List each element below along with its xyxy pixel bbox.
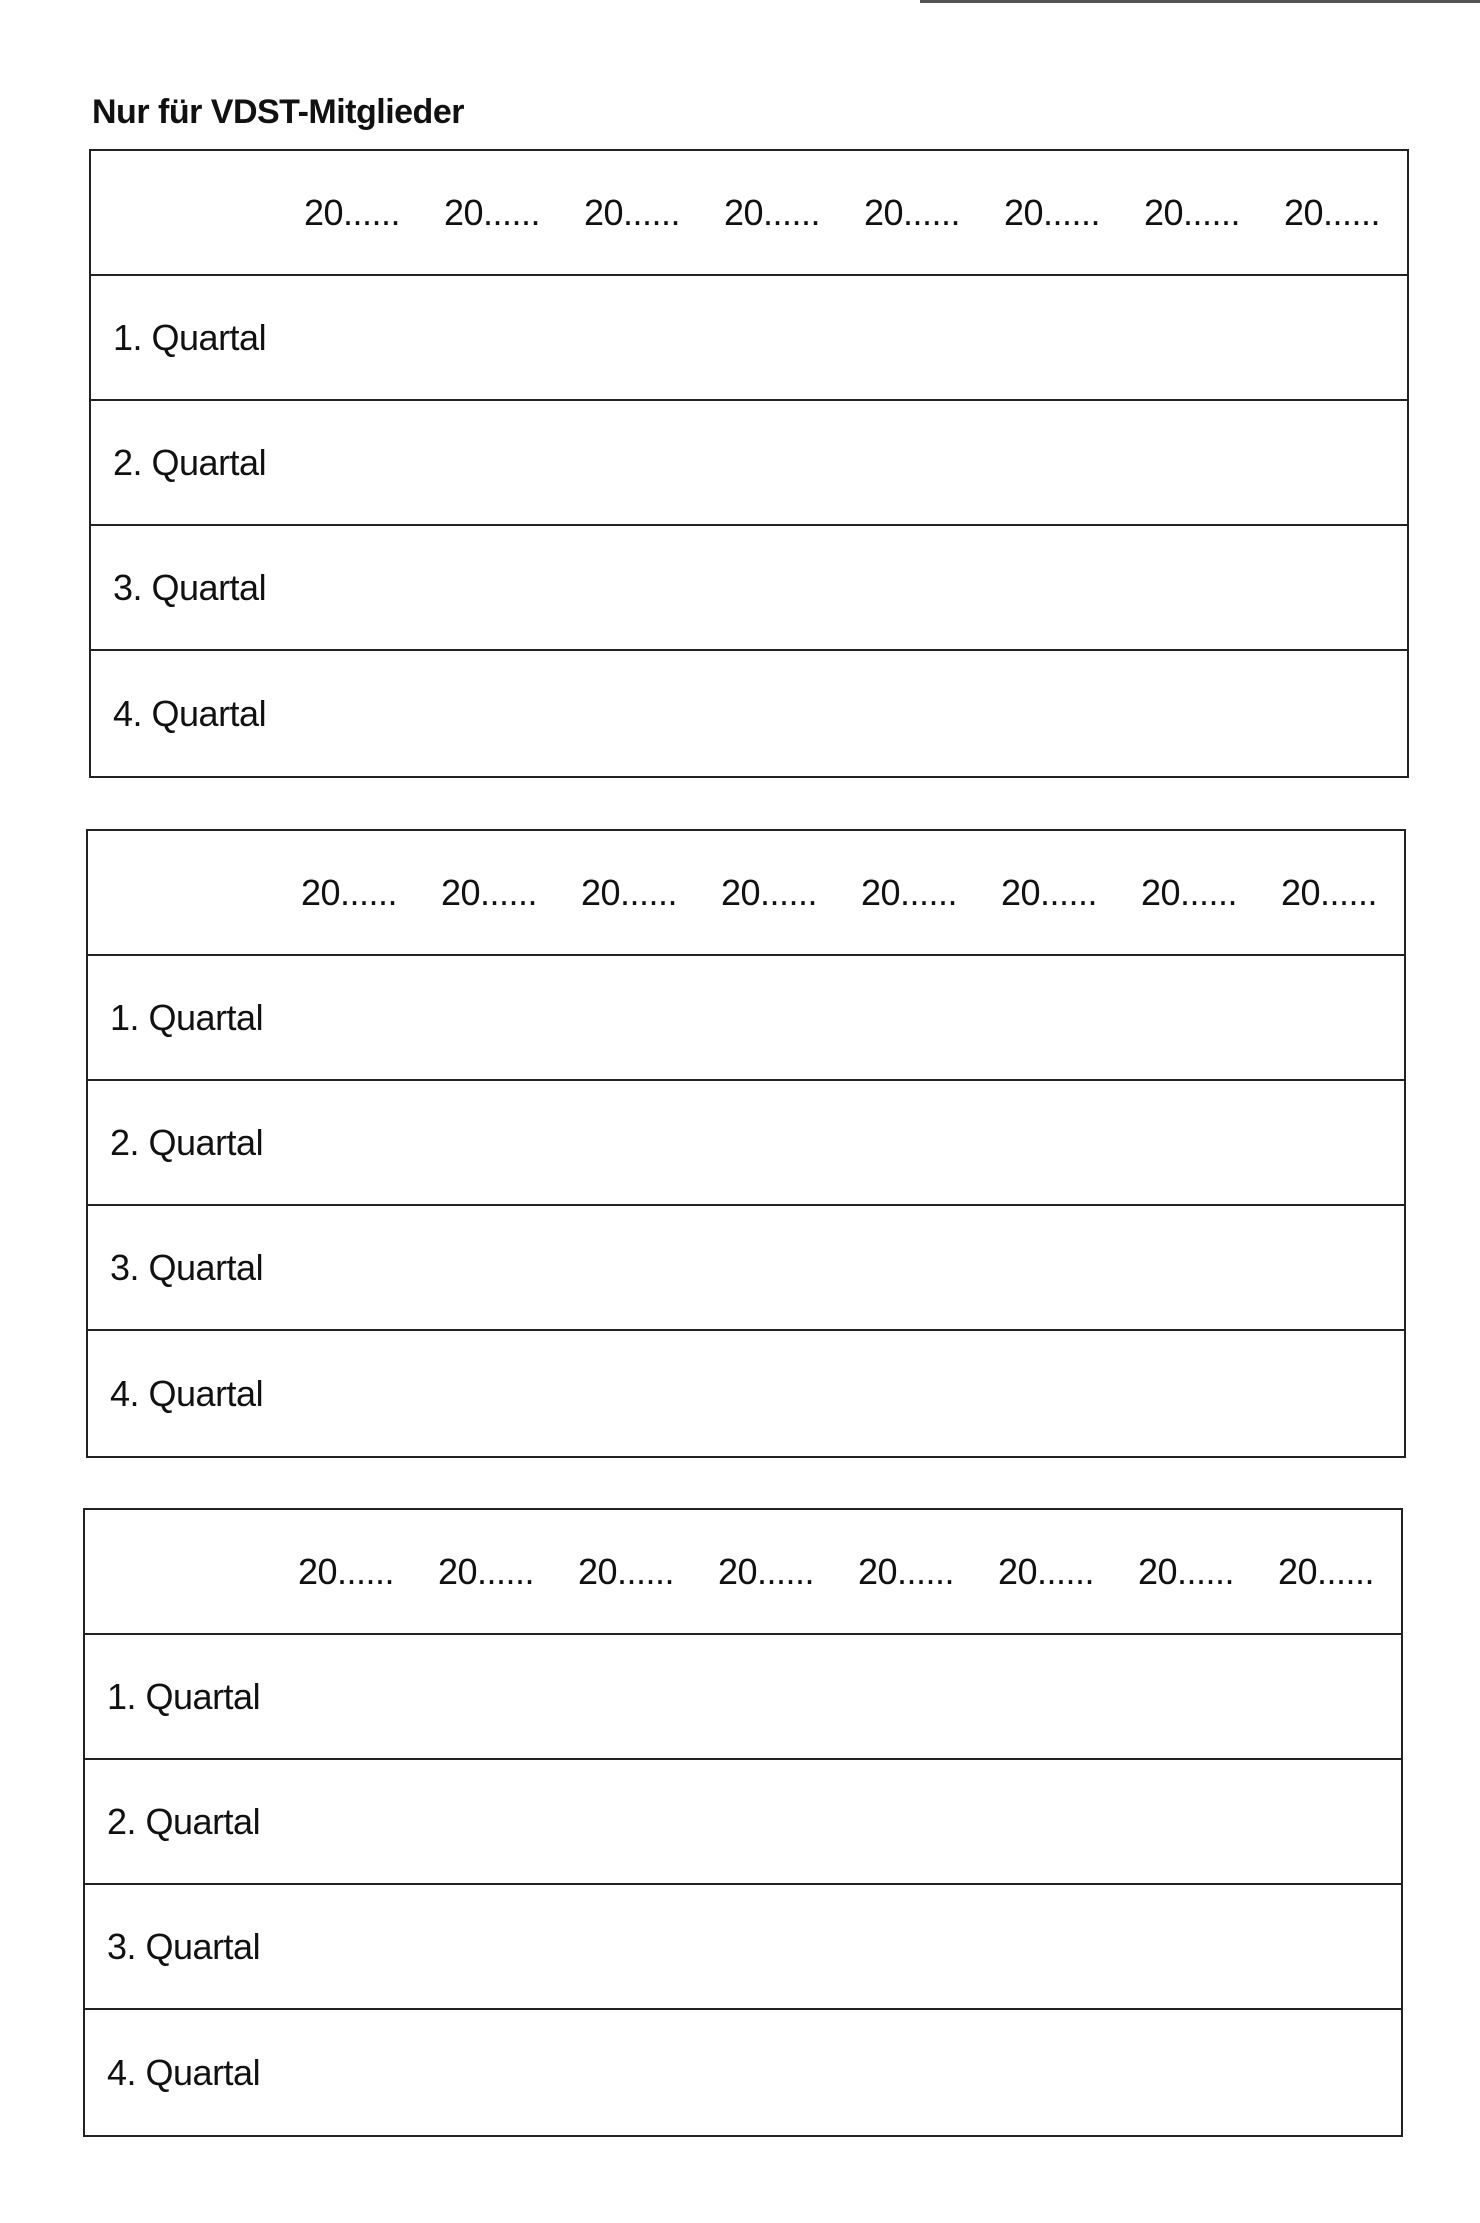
- year-field[interactable]: 20......: [721, 871, 818, 913]
- year-field[interactable]: 20......: [1141, 871, 1238, 913]
- year-field[interactable]: 20......: [1284, 192, 1381, 233]
- year-field[interactable]: 20......: [861, 871, 958, 913]
- year-field[interactable]: 20......: [444, 191, 541, 233]
- page-heading: Nur für VDST-Mitglieder: [92, 93, 464, 131]
- quarter-label: 2. Quartal: [107, 1800, 261, 1842]
- year-field[interactable]: 20......: [724, 191, 821, 233]
- year-field[interactable]: 20......: [304, 191, 401, 233]
- year-field[interactable]: 20......: [858, 1550, 955, 1592]
- quarter-grid: [86, 829, 1406, 1458]
- year-field[interactable]: 20......: [718, 1550, 815, 1592]
- quarter-label: 2. Quartal: [113, 441, 267, 483]
- year-field[interactable]: 20......: [1138, 1550, 1235, 1592]
- quarter-row[interactable]: [85, 2010, 1401, 2135]
- quarter-label: 2. Quartal: [110, 1121, 264, 1163]
- year-field[interactable]: 20......: [1001, 871, 1098, 913]
- year-field[interactable]: 20......: [1004, 191, 1101, 233]
- year-field[interactable]: 20......: [301, 871, 398, 913]
- quarter-label: 3. Quartal: [110, 1246, 264, 1288]
- year-field[interactable]: 20......: [581, 871, 678, 913]
- year-field[interactable]: 20......: [998, 1550, 1095, 1592]
- quarter-row[interactable]: [88, 956, 1404, 1081]
- quarter-label: 1. Quartal: [110, 996, 264, 1038]
- quarter-row[interactable]: [85, 1760, 1401, 1885]
- quarter-row[interactable]: [91, 526, 1407, 651]
- quarter-grid: [89, 149, 1409, 778]
- year-field[interactable]: 20......: [864, 191, 961, 233]
- quarter-row[interactable]: [88, 1206, 1404, 1331]
- quarter-label: 4. Quartal: [113, 692, 267, 734]
- quarter-label: 1. Quartal: [113, 316, 267, 358]
- top-border-rule: [920, 0, 1480, 3]
- year-header-row: [91, 151, 1407, 276]
- year-field[interactable]: 20......: [1278, 1551, 1375, 1592]
- quarter-label: 3. Quartal: [107, 1925, 261, 1967]
- quarter-label: 4. Quartal: [107, 2051, 261, 2093]
- quarter-row[interactable]: [91, 651, 1407, 776]
- year-field[interactable]: 20......: [584, 191, 681, 233]
- year-field[interactable]: 20......: [438, 1550, 535, 1592]
- year-field[interactable]: 20......: [1144, 191, 1241, 233]
- year-header-row: [88, 831, 1404, 956]
- quarter-label: 3. Quartal: [113, 566, 267, 608]
- year-field[interactable]: 20......: [1281, 872, 1378, 913]
- quarter-row[interactable]: [88, 1331, 1404, 1456]
- year-field[interactable]: 20......: [441, 871, 538, 913]
- quarter-row[interactable]: [85, 1635, 1401, 1760]
- quarter-label: 1. Quartal: [107, 1675, 261, 1717]
- quarter-row[interactable]: [91, 276, 1407, 401]
- quarter-row[interactable]: [91, 401, 1407, 526]
- quarter-grid: [83, 1508, 1403, 2137]
- year-header-row: [85, 1510, 1401, 1635]
- year-field[interactable]: 20......: [578, 1550, 675, 1592]
- quarter-row[interactable]: [85, 1885, 1401, 2010]
- quarter-label: 4. Quartal: [110, 1372, 264, 1414]
- quarter-row[interactable]: [88, 1081, 1404, 1206]
- year-field[interactable]: 20......: [298, 1550, 395, 1592]
